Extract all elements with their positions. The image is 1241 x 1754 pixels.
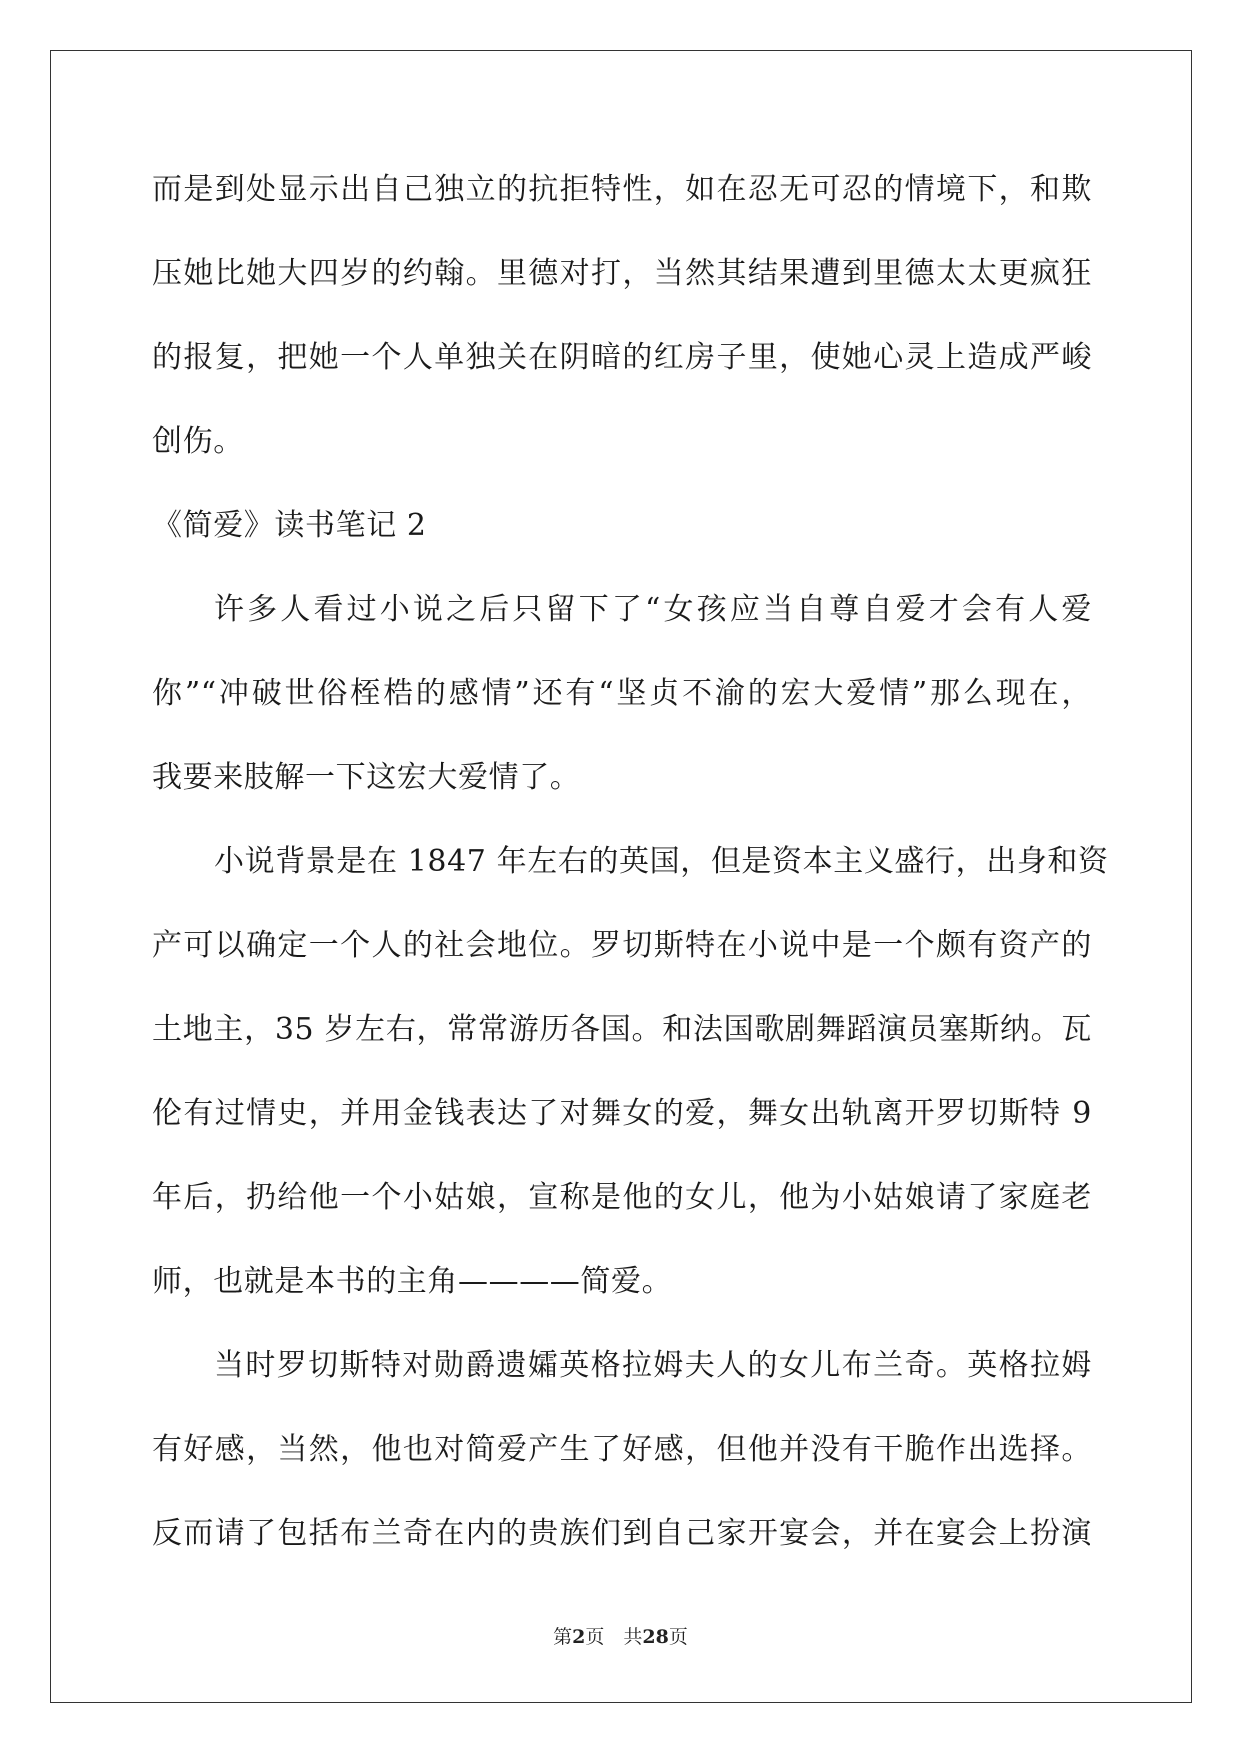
text-line: 土地主，35 岁左右，常常游历各国。和法国歌剧舞蹈演员塞斯纳。瓦 bbox=[152, 1012, 1092, 1047]
text-line: 伦有过情史，并用金钱表达了对舞女的爱，舞女出轨离开罗切斯特 9 bbox=[152, 1096, 1092, 1131]
text-line: 我要来肢解一下这宏大爱情了。 bbox=[152, 760, 581, 795]
current-page-number: 2 bbox=[572, 1626, 586, 1648]
paragraph-first-line: 小说背景是在 1847 年左右的英国，但是资本主义盛行，出身和资 bbox=[214, 844, 1109, 879]
footer-total-prefix: 共 bbox=[623, 1626, 643, 1648]
section-heading: 《简爱》读书笔记 2 bbox=[152, 508, 427, 543]
text-line: 年后，扔给他一个小姑娘，宣称是他的女儿，他为小姑娘请了家庭老 bbox=[152, 1180, 1092, 1215]
page-footer bbox=[0, 1622, 1241, 1649]
text-line: 有好感，当然，他也对简爱产生了好感，但他并没有干脆作出选择。 bbox=[152, 1432, 1092, 1467]
footer-page-suffix: 页 bbox=[585, 1626, 605, 1648]
footer-prefix: 第 bbox=[553, 1626, 573, 1648]
text-line: 的报复，把她一个人单独关在阴暗的红房子里，使她心灵上造成严峻 bbox=[152, 340, 1092, 375]
text-line: 反而请了包括布兰奇在内的贵族们到自己家开宴会，并在宴会上扮演 bbox=[152, 1516, 1092, 1551]
paragraph-first-line: 当时罗切斯特对勋爵遗孀英格拉姆夫人的女儿布兰奇。英格拉姆 bbox=[214, 1348, 1092, 1383]
paragraph-first-line: 许多人看过小说之后只留下了“女孩应当自尊自爱才会有人爱 bbox=[214, 592, 1092, 627]
text-line: 创伤。 bbox=[152, 424, 244, 459]
text-line: 你”“冲破世俗桎梏的感情”还有“坚贞不渝的宏大爱情”那么现在， bbox=[152, 676, 1092, 711]
text-line: 压她比她大四岁的约翰。里德对打，当然其结果遭到里德太太更疯狂 bbox=[152, 256, 1092, 291]
text-line: 师，也就是本书的主角————简爱。 bbox=[152, 1264, 673, 1299]
document-body bbox=[152, 155, 1109, 1583]
text-line: 产可以确定一个人的社会地位。罗切斯特在小说中是一个颇有资产的 bbox=[152, 928, 1092, 963]
footer-total-suffix: 页 bbox=[668, 1626, 688, 1648]
text-line: 而是到处显示出自己独立的抗拒特性，如在忍无可忍的情境下，和欺 bbox=[152, 172, 1092, 207]
total-page-count: 28 bbox=[642, 1626, 669, 1648]
